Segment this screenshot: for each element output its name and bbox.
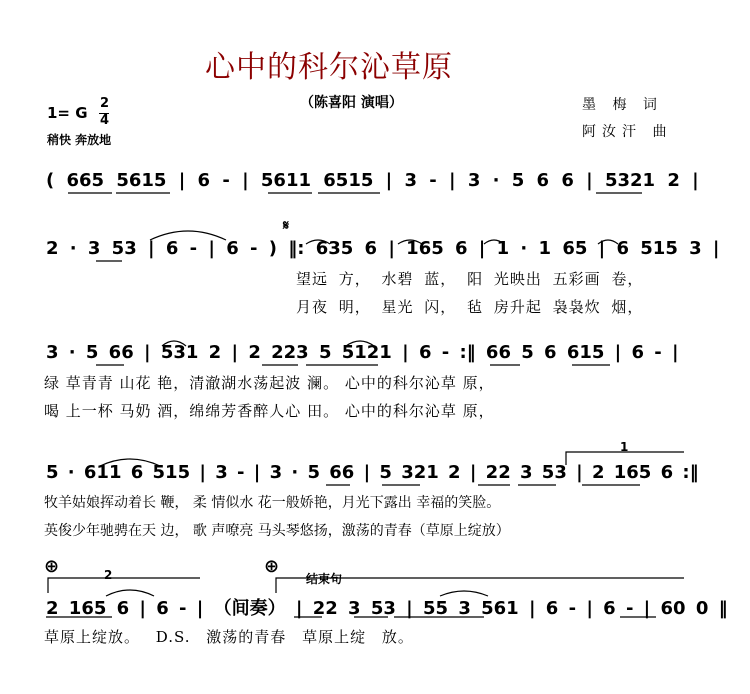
coda-sign-left: ⊕	[44, 556, 60, 577]
lyric-row-4-verse-2: 英俊少年驰骋在天 边， 歌 声嘹亮 马头琴悠扬，激荡的青春（草原上绽放）	[44, 523, 510, 539]
coda-sign-right: ⊕	[264, 556, 280, 577]
key-signature: 1= G	[47, 104, 88, 122]
lyric-row-3-verse-1: 绿 草青青 山花 艳，清澈湖水荡起波 澜。 心中的科尔沁草 原，	[44, 374, 495, 392]
notation-row-1: ( 665 5615 | 6 - | 5611 6515 | 3 - | 3 · 5 6 6 | 5321 2 |	[46, 170, 699, 191]
volta-2-number: 2	[104, 568, 113, 582]
lyric-row-5: 草原上绽放。 D.S. 激荡的青春 草原上绽 放。	[44, 628, 414, 646]
tempo-marking: 稍快 奔放地	[47, 133, 112, 147]
notation-row-5: 2 165 6 | 6 - | （间奏） | 22 3 53 | 55 3 561 | 6 - | 6 - | 60 0 ‖	[46, 598, 728, 619]
lyric-row-3-verse-2: 喝 上一杯 马奶 酒，绵绵芳香醉人心 田。 心中的科尔沁草 原，	[44, 402, 495, 420]
notation-row-3: 3 · 5 66 | 531 2 | 2 223 5 5121 | 6 - :‖ 66 5 6 615 | 6 - |	[46, 342, 679, 363]
lyricist-credit: 墨 梅 词	[582, 97, 663, 113]
notation-row-4: 5 · 611 6 515 | 3 - | 3 · 5 66 | 5 321 2 | 22 3 53 | 2 165 6 :‖	[46, 462, 699, 483]
segno-sign: 𝄋	[283, 218, 290, 234]
ending-phrase-label: 结束句	[306, 572, 343, 586]
time-signature-top: 2	[100, 96, 110, 111]
time-signature-bottom: 4	[100, 113, 110, 128]
song-title: 心中的科尔沁草原	[205, 50, 453, 85]
lyric-row-4-verse-1: 牧羊姑娘挥动着长 鞭， 柔 情似水 花一般娇艳，月光下露出 幸福的笑脸。	[44, 495, 501, 511]
lyric-row-2-verse-1: 望远 方， 水碧 蓝， 阳 光映出 五彩画 卷，	[296, 270, 644, 288]
performer-credit: （陈喜阳 演唱）	[300, 95, 403, 111]
notation-row-2: 2 · 3 53 | 6 - | 6 - ) ‖: 635 6 | 165 6 | 1 · 1 65 | 6 515 3 |	[46, 238, 720, 259]
composer-credit: 阿汝汗 曲	[582, 124, 673, 140]
lyric-row-2-verse-2: 月夜 明， 星光 闪， 毡 房升起 袅袅炊 烟，	[296, 298, 644, 316]
volta-1-number: 1	[620, 440, 629, 454]
